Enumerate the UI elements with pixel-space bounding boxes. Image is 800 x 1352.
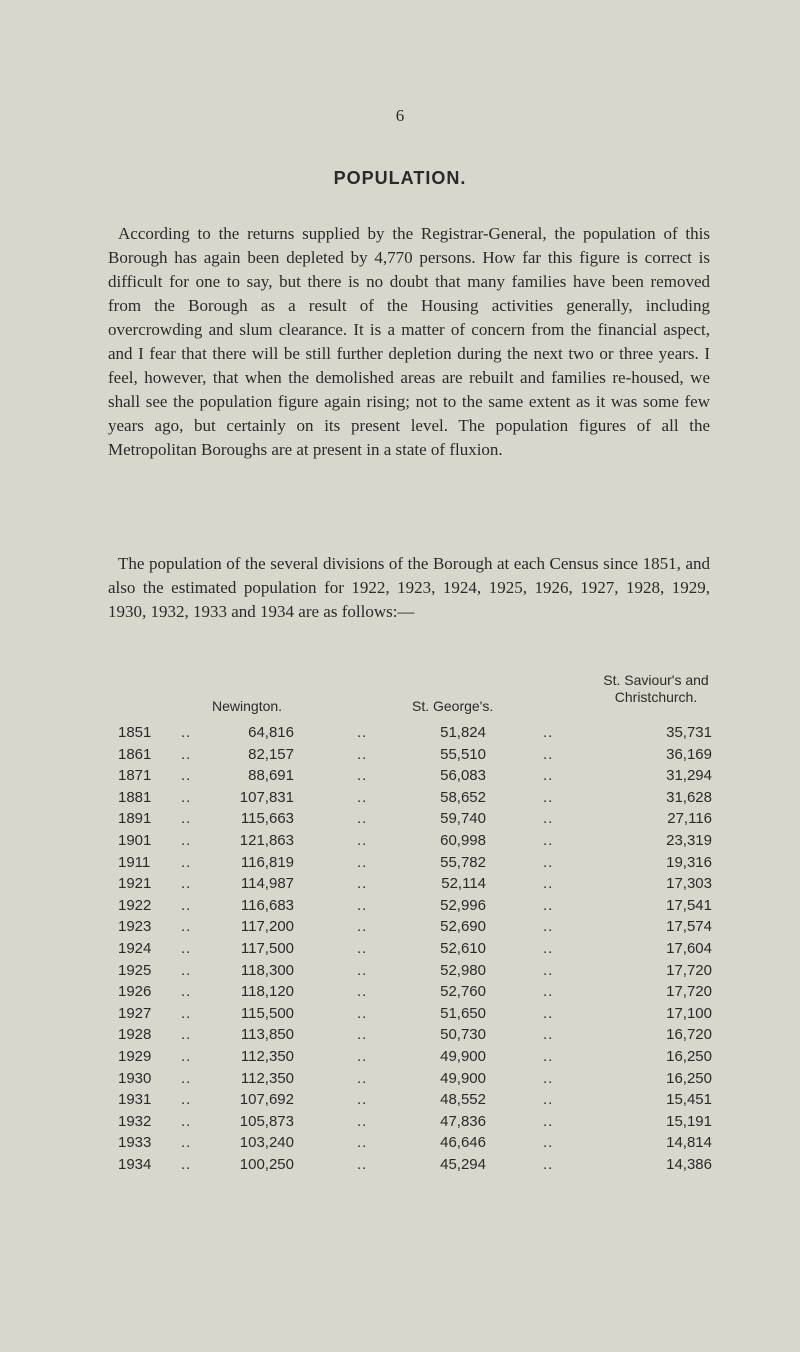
table-row bbox=[0, 983, 800, 1005]
row-year: 1929 bbox=[118, 1047, 152, 1065]
page-title: POPULATION. bbox=[333, 168, 467, 188]
newington-value: 100,250 bbox=[239, 1155, 294, 1173]
st-saviours-value: 35,731 bbox=[666, 724, 712, 741]
st-saviours-value: 17,720 bbox=[666, 983, 712, 1001]
table-row bbox=[0, 1091, 800, 1113]
st-saviours-value: 17,303 bbox=[666, 875, 712, 893]
st-georges-value: 56,083 bbox=[440, 767, 486, 785]
st-georges-value: 50,730 bbox=[440, 1026, 486, 1044]
st-georges-value: 52,610 bbox=[440, 939, 486, 957]
table-row bbox=[0, 940, 800, 962]
leader-dots: .. bbox=[181, 961, 192, 979]
row-year: 1925 bbox=[118, 961, 152, 979]
leader-dots: .. bbox=[357, 939, 368, 957]
leader-dots: .. bbox=[357, 875, 368, 893]
row-year: 1924 bbox=[118, 939, 152, 957]
st-georges-value: 45,294 bbox=[440, 1155, 486, 1173]
newington-value: 115,500 bbox=[240, 1004, 294, 1022]
leader-dots: .. bbox=[181, 983, 192, 1001]
table-row bbox=[0, 746, 800, 768]
column-header-newington: Newington. bbox=[212, 698, 283, 714]
st-georges-value: 59,740 bbox=[440, 810, 486, 828]
leader-dots: .. bbox=[181, 724, 192, 741]
leader-dots: .. bbox=[543, 1069, 554, 1087]
leader-dots: .. bbox=[357, 831, 368, 849]
row-year: 1934 bbox=[118, 1155, 152, 1173]
leader-dots: .. bbox=[543, 831, 554, 849]
leader-dots: .. bbox=[543, 896, 554, 914]
row-year: 1891 bbox=[118, 810, 152, 828]
table-row bbox=[0, 1113, 800, 1135]
leader-dots: .. bbox=[181, 853, 192, 871]
leader-dots: .. bbox=[357, 745, 368, 763]
newington-value: 88,691 bbox=[248, 767, 294, 785]
newington-value: 112,350 bbox=[240, 1069, 294, 1087]
leader-dots: .. bbox=[181, 939, 192, 957]
st-georges-value: 49,900 bbox=[440, 1069, 486, 1087]
leader-dots: .. bbox=[543, 767, 554, 785]
row-year: 1923 bbox=[118, 918, 152, 936]
newington-value: 121,863 bbox=[239, 831, 294, 849]
leader-dots: .. bbox=[181, 875, 192, 893]
table-row bbox=[0, 810, 800, 832]
st-saviours-value: 19,316 bbox=[666, 853, 712, 871]
newington-value: 113,850 bbox=[240, 1026, 294, 1044]
leader-dots: .. bbox=[357, 810, 368, 828]
leader-dots: .. bbox=[543, 1026, 554, 1044]
leader-dots: .. bbox=[357, 1026, 368, 1044]
leader-dots: .. bbox=[357, 1112, 368, 1130]
st-georges-value: 52,760 bbox=[440, 983, 486, 1001]
leader-dots: .. bbox=[543, 1112, 554, 1130]
table-row bbox=[0, 1005, 800, 1027]
leader-dots: .. bbox=[543, 788, 554, 806]
leader-dots: .. bbox=[357, 896, 368, 914]
table-row bbox=[0, 767, 800, 789]
st-georges-value: 49,900 bbox=[440, 1047, 486, 1065]
leader-dots: .. bbox=[181, 831, 192, 849]
row-year: 1921 bbox=[118, 875, 152, 893]
row-year: 1881 bbox=[118, 788, 152, 806]
table-row bbox=[0, 789, 800, 811]
row-year: 1861 bbox=[118, 745, 152, 763]
row-year: 1922 bbox=[118, 896, 152, 914]
st-saviours-value: 16,250 bbox=[666, 1047, 712, 1065]
table-row bbox=[0, 1048, 800, 1070]
leader-dots: .. bbox=[357, 1069, 368, 1087]
newington-value: 64,816 bbox=[248, 724, 294, 741]
leader-dots: .. bbox=[543, 1134, 554, 1152]
table-row bbox=[0, 724, 800, 746]
newington-value: 107,692 bbox=[239, 1091, 294, 1109]
st-georges-value: 51,650 bbox=[440, 1004, 486, 1022]
column-header-st-saviours: St. Saviour's and Christchurch. bbox=[603, 672, 709, 705]
st-saviours-value: 16,720 bbox=[666, 1026, 712, 1044]
st-saviours-value: 31,628 bbox=[666, 788, 712, 806]
table-intro-paragraph: The population of the several divisions of the Borough at each Census since 1851, and also the estimated population for 1922, 1923, 1924, 1925, 1926, 1927, 1928, 1929, 1930, 1932, 1933 and 1934 are as follows:— bbox=[108, 554, 710, 621]
leader-dots: .. bbox=[357, 961, 368, 979]
row-year: 1931 bbox=[118, 1091, 152, 1109]
leader-dots: .. bbox=[357, 724, 368, 741]
row-year: 1911 bbox=[118, 853, 151, 871]
leader-dots: .. bbox=[543, 810, 554, 828]
st-saviours-value: 36,169 bbox=[666, 745, 712, 763]
row-year: 1928 bbox=[118, 1026, 152, 1044]
intro-paragraph: According to the returns supplied by the Registrar-General, the population of this Borough has again been depleted by 4,770 persons. How far this figure is correct is difficult for one to say, but there is no doubt that many families have been removed from the Borough as a result of the Housing activities generally, including overcrowding and slum clearance. It is a matter of concern from the financial aspect, and I fear that there will be still further depletion during the next two or three years. I feel, however, that when the demolished areas are rebuilt and families re-housed, we shall see the population figure again rising; not to the same extent as it was some few years ago, but certainly on its present level. The population figures of all the Metropolitan Boroughs are at present in a state of fluxion. bbox=[108, 224, 710, 459]
st-georges-value: 52,114 bbox=[441, 875, 486, 893]
leader-dots: .. bbox=[357, 983, 368, 1001]
table-row bbox=[0, 897, 800, 919]
leader-dots: .. bbox=[181, 767, 192, 785]
page-number: 6 bbox=[395, 106, 405, 125]
st-saviours-value: 17,100 bbox=[666, 1004, 712, 1022]
table-row bbox=[0, 962, 800, 984]
newington-value: 118,300 bbox=[240, 961, 294, 979]
leader-dots: .. bbox=[543, 1155, 554, 1173]
st-georges-value: 60,998 bbox=[440, 831, 486, 849]
leader-dots: .. bbox=[181, 1134, 192, 1152]
newington-value: 112,350 bbox=[240, 1047, 294, 1065]
st-saviours-value: 23,319 bbox=[666, 831, 712, 849]
row-year: 1926 bbox=[118, 983, 152, 1001]
row-year: 1851 bbox=[118, 724, 152, 741]
row-year: 1930 bbox=[118, 1069, 152, 1087]
newington-value: 105,873 bbox=[239, 1112, 294, 1130]
leader-dots: .. bbox=[181, 1069, 192, 1087]
st-saviours-value: 14,814 bbox=[666, 1134, 712, 1152]
st-saviours-value: 15,191 bbox=[666, 1112, 712, 1130]
column-header-st-georges: St. George's. bbox=[412, 698, 494, 714]
row-year: 1932 bbox=[118, 1112, 152, 1130]
leader-dots: .. bbox=[357, 853, 368, 871]
st-georges-value: 52,980 bbox=[440, 961, 486, 979]
st-georges-value: 51,824 bbox=[440, 724, 486, 741]
leader-dots: .. bbox=[543, 875, 554, 893]
row-year: 1871 bbox=[118, 767, 152, 785]
st-georges-value: 55,510 bbox=[440, 745, 486, 763]
table-row bbox=[0, 875, 800, 897]
leader-dots: .. bbox=[543, 724, 554, 741]
newington-value: 117,500 bbox=[240, 939, 294, 957]
leader-dots: .. bbox=[181, 1112, 192, 1130]
leader-dots: .. bbox=[357, 1134, 368, 1152]
leader-dots: .. bbox=[357, 1004, 368, 1022]
st-saviours-value: 31,294 bbox=[666, 767, 712, 785]
st-saviours-value: 17,604 bbox=[666, 939, 712, 957]
st-georges-value: 46,646 bbox=[440, 1134, 486, 1152]
newington-value: 114,987 bbox=[240, 875, 294, 893]
st-saviours-value: 17,541 bbox=[666, 896, 712, 914]
st-georges-value: 48,552 bbox=[440, 1091, 486, 1109]
leader-dots: .. bbox=[357, 788, 368, 806]
leader-dots: .. bbox=[543, 961, 554, 979]
leader-dots: .. bbox=[543, 1047, 554, 1065]
table-row bbox=[0, 1156, 800, 1178]
newington-value: 115,663 bbox=[240, 810, 294, 828]
leader-dots: .. bbox=[357, 1155, 368, 1173]
newington-value: 116,819 bbox=[240, 853, 294, 871]
table-row bbox=[0, 1134, 800, 1156]
table-row bbox=[0, 918, 800, 940]
leader-dots: .. bbox=[357, 767, 368, 785]
st-saviours-value: 27,116 bbox=[667, 810, 712, 828]
leader-dots: .. bbox=[543, 939, 554, 957]
leader-dots: .. bbox=[543, 1004, 554, 1022]
newington-value: 116,683 bbox=[240, 896, 294, 914]
newington-value: 117,200 bbox=[240, 918, 294, 936]
st-georges-value: 55,782 bbox=[440, 853, 486, 871]
row-year: 1933 bbox=[118, 1134, 152, 1152]
table-row bbox=[0, 832, 800, 854]
leader-dots: .. bbox=[181, 810, 192, 828]
leader-dots: .. bbox=[181, 1091, 192, 1109]
leader-dots: .. bbox=[181, 918, 192, 936]
leader-dots: .. bbox=[543, 1091, 554, 1109]
newington-value: 107,831 bbox=[239, 788, 294, 806]
st-saviours-value: 17,574 bbox=[666, 918, 712, 936]
newington-value: 118,120 bbox=[240, 983, 294, 1001]
row-year: 1927 bbox=[118, 1004, 152, 1022]
leader-dots: .. bbox=[543, 918, 554, 936]
newington-value: 103,240 bbox=[239, 1134, 294, 1152]
table-row bbox=[0, 1070, 800, 1092]
st-saviours-value: 15,451 bbox=[666, 1091, 712, 1109]
table-row bbox=[0, 1026, 800, 1048]
table-body bbox=[0, 724, 800, 1177]
leader-dots: .. bbox=[543, 745, 554, 763]
st-saviours-value: 17,720 bbox=[666, 961, 712, 979]
leader-dots: .. bbox=[543, 983, 554, 1001]
leader-dots: .. bbox=[357, 918, 368, 936]
leader-dots: .. bbox=[357, 1091, 368, 1109]
st-georges-value: 58,652 bbox=[440, 788, 486, 806]
st-saviours-value: 14,386 bbox=[666, 1155, 712, 1173]
leader-dots: .. bbox=[181, 788, 192, 806]
table-row bbox=[0, 854, 800, 876]
row-year: 1901 bbox=[118, 831, 152, 849]
leader-dots: .. bbox=[181, 1004, 192, 1022]
leader-dots: .. bbox=[181, 1026, 192, 1044]
newington-value: 82,157 bbox=[248, 745, 294, 763]
leader-dots: .. bbox=[357, 1047, 368, 1065]
leader-dots: .. bbox=[181, 1155, 192, 1173]
leader-dots: .. bbox=[543, 853, 554, 871]
st-georges-value: 52,996 bbox=[440, 896, 486, 914]
st-georges-value: 47,836 bbox=[440, 1112, 486, 1130]
leader-dots: .. bbox=[181, 745, 192, 763]
st-saviours-value: 16,250 bbox=[666, 1069, 712, 1087]
leader-dots: .. bbox=[181, 1047, 192, 1065]
st-georges-value: 52,690 bbox=[440, 918, 486, 936]
leader-dots: .. bbox=[181, 896, 192, 914]
